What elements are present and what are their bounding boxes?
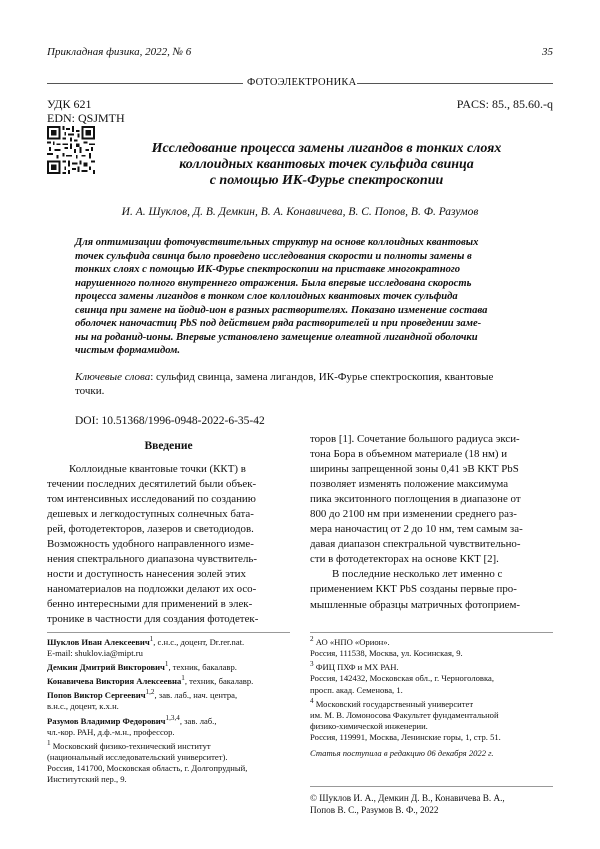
copyright-rule — [310, 786, 553, 787]
text-line: тона Бора в объемном материале (18 нм) и — [310, 448, 508, 461]
footnote-line: физико-химической инженерии. — [310, 721, 428, 731]
abstract-line: Для оптимизации фоточувствительных структур на основе коллоидных квантовых — [75, 237, 479, 248]
text-line: ности и доступность нанесения золей этих — [47, 568, 246, 581]
section-rule-left — [47, 83, 243, 84]
section-rule-right — [357, 83, 553, 84]
footnote-line: Демкин Дмитрий Викторович$^1$, техник, бакалавр. — [47, 660, 237, 673]
text-line: нения спектрального диапазона чувствитель- — [47, 553, 257, 566]
copyright-line: © Шуклов И. А., Демкин Д. В., Конавичева В. А., — [310, 793, 505, 803]
text-line: том интенсивных исследований по созданию — [47, 493, 256, 506]
footnote-rule-right — [310, 632, 553, 633]
text-line: применением ККТ PbS созданы первые про- — [310, 583, 517, 596]
abstract-line: точек сульфида свинца было проведено исследования скорости и полноты замены в — [75, 250, 472, 262]
text-line: позволяет изменять положение максимума — [310, 478, 509, 491]
section-label: ФОТОЭЛЕКТРОНИКА — [247, 77, 357, 88]
footnote-line: $^1$ Московский физико-технический институт — [47, 738, 211, 751]
received-date: Статья поступила в редакцию 06 декабря 2022 г. — [310, 748, 494, 759]
footnote-line: им. М. В. Ломоносова Факультет фундаментальной — [310, 709, 499, 720]
author-footnotes — [47, 634, 290, 786]
text-line: 800 до 2100 нм при изменении среднего раз- — [310, 508, 517, 521]
page-number: 35 — [542, 46, 553, 58]
footnote-line: в.н.с., доцент, к.х.н. — [47, 701, 119, 712]
footnote-line: чл.-кор. РАН, д.ф.-м.н., профессор. — [47, 726, 175, 737]
affiliation-footnotes — [310, 634, 553, 760]
text-line: Возможность удобного направленного изме- — [47, 538, 254, 551]
footnote-line: $^3$ ФИЦ ПХФ и МХ РАН. — [310, 660, 399, 673]
text-line: В последние несколько лет именно с — [332, 568, 503, 581]
keywords-text-continued: точки. — [75, 384, 105, 397]
title-line: Исследование процесса замены лигандов в тонких слоях — [151, 141, 502, 156]
intro-right-column — [310, 432, 553, 613]
footnote-line: $^4$ Московский государственный университет — [310, 696, 474, 709]
abstract-line: оболочек наночастиц PbS под действием ряда растворителей и при проведении заме- — [75, 318, 482, 329]
footnote-line: Шуклов Иван Алексеевич$^1$, с.н.с., доцент, Dr.rer.nat. — [47, 635, 245, 647]
keywords-text: : сульфид свинца, замена лигандов, ИК-Фурье спектроскопия, квантовые — [150, 371, 494, 383]
text-line: ширины запрещенной зоны 0,41 эВ ККТ PbS — [310, 463, 519, 476]
text-line: рей, фотодетекторов, лазеров и светодиодов. — [47, 523, 254, 536]
text-line: течении последних десятилетий были объек- — [47, 478, 257, 491]
abstract — [75, 236, 553, 358]
title-line: с помощью ИК-Фурье спектроскопии — [209, 173, 444, 188]
footnote-rule-left — [47, 632, 290, 633]
text-line: дешевых и легкодоступных солнечных бата- — [47, 508, 254, 521]
qr-code-icon — [47, 126, 95, 174]
text-line: мышленные образцы матричных фотоприем- — [310, 598, 521, 611]
udk-code: УДК 621 — [47, 97, 92, 111]
footnote-line: Институтский пер., 9. — [47, 774, 127, 785]
footnote-line: $^2$ АО «НПО «Орион». — [310, 635, 390, 647]
text-line: давая диапазон спектральной чувствительно- — [310, 538, 521, 551]
abstract-line: ны на роданид-ионы. Впервые установлено замещение олеатной лигандной оболочки — [75, 331, 478, 343]
text-line: тронике в частности для создания фотодетек- — [47, 613, 259, 626]
abstract-line: свинца при замене на йодид-ион в разных растворителях. Показано изменение состава — [75, 304, 488, 316]
footnote-line: Россия, 119991, Москва, Ленинские горы, 1, стр. 51. — [310, 732, 501, 743]
abstract-line: тонких слоях с помощью ИК-Фурье спектроскопии на приставке многократного — [75, 264, 461, 275]
pacs-code: PACS: 85., 85.60.-q — [456, 97, 553, 111]
intro-heading: Введение — [144, 440, 193, 452]
text-line: Коллоидные квантовые точки (ККТ) в — [69, 463, 246, 475]
copyright — [310, 793, 553, 816]
article-title — [100, 141, 553, 189]
doi-link[interactable]: DOI: 10.51368/1996-0948-2022-6-35-42 — [75, 415, 265, 427]
keywords — [75, 371, 553, 398]
footnote-line: (национальный исследовательский университет). — [47, 751, 228, 762]
footnote-line: Россия, 141700, Московская область, г. Долгопрудный, — [47, 763, 248, 774]
text-line: бенно интересными для применений в элек- — [47, 598, 253, 611]
keywords-label: Ключевые слова — [75, 371, 151, 383]
edn-code: EDN: QSJMTH — [47, 111, 125, 125]
footnote-line: Конавичева Виктория Алексеевна$^1$, техник, бакалавр. — [47, 674, 254, 687]
footnote-email[interactable]: E-mail: shuklov.ia@mipt.ru — [47, 648, 143, 659]
text-line: наноматериалов на подложки делают их осо- — [47, 583, 257, 596]
text-line: пика экситонного поглощения в диапазоне от — [310, 493, 521, 506]
copyright-line: Попов В. С., Разумов В. Ф., 2022 — [310, 804, 439, 815]
abstract-line: нарушенного полного внутреннего отражения. Была впервые исследована скорость — [75, 277, 472, 289]
authors-line: И. А. Шуклов, Д. В. Демкин, В. А. Конавичева, В. С. Попов, В. Ф. Разумов — [121, 206, 479, 218]
footnote-line: Россия, 142432, Московская обл., г. Черноголовка, — [310, 673, 494, 684]
abstract-line: чистым формамидом. — [75, 345, 181, 356]
title-line: коллоидных квантовых точек сульфида свинца — [179, 157, 474, 172]
intro-left-column — [47, 462, 290, 628]
footnote-line: Попов Виктор Сергеевич$^{1,2}$, зав. лаб., нач. центра, — [47, 688, 238, 701]
text-line: торов [1]. Сочетание большого радиуса экси- — [310, 433, 520, 445]
footnote-line: просп. акад. Семенова, 1. — [310, 684, 403, 695]
journal-header: Прикладная физика, 2022, № 6 — [47, 46, 192, 58]
text-line: мера наночастиц от 2 до 10 нм, тем самым за- — [310, 523, 523, 536]
abstract-line: процесса замены лигандов в тонком слое коллоидных квантовых точек сульфида — [75, 291, 458, 302]
footnote-line: Россия, 111538, Москва, ул. Косинская, 9. — [310, 648, 463, 659]
text-line: сти в фотодетекторах на основе ККТ [2]. — [310, 553, 499, 566]
footnote-line: Разумов Владимир Федорович$^{1,3,4}$, зав. лаб., — [47, 713, 217, 726]
